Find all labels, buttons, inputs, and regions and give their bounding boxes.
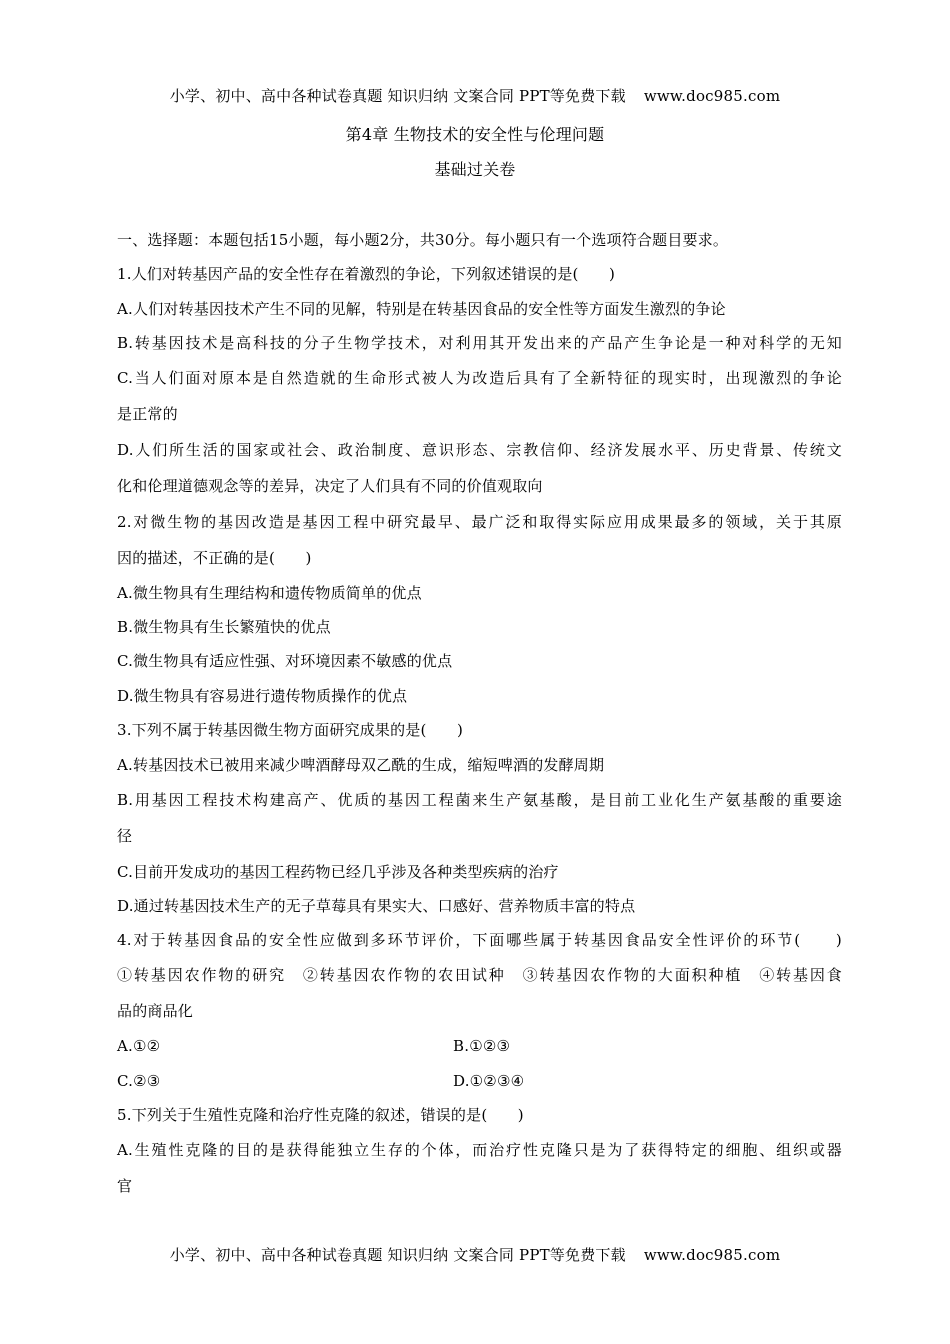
header-text: 小学、初中、高中各种试卷真题 知识归纳 文案合同 PPT等免费下载 — [169, 87, 626, 105]
footer-url-link[interactable]: www.doc985.com — [643, 1246, 781, 1264]
question-3-option-b-line2: 径 — [117, 827, 133, 845]
question-3-option-b-line1: B.用基因工程技术构建高产、优质的基因工程菌来生产氨基酸，是目前工业化生产氨基酸的重要途 — [117, 791, 842, 809]
question-4-option-d: D.①②③④ — [453, 1072, 525, 1090]
page-footer — [0, 1245, 950, 1265]
question-1-option-b: B.转基因技术是高科技的分子生物学技术，对利用其开发出来的产品产生争论是一种对科学的无知 — [117, 334, 842, 352]
section-instructions: 一、选择题：本题包括15小题，每小题2分，共30分。每小题只有一个选项符合题目要求。 — [117, 231, 729, 249]
paper-subtitle: 基础过关卷 — [434, 160, 516, 179]
question-1-option-a: A.人们对转基因技术产生不同的见解，特别是在转基因食品的安全性等方面发生激烈的争论 — [117, 300, 726, 318]
question-5-option-a-line2: 官 — [117, 1177, 133, 1195]
question-4-option-c: C.②③ — [117, 1072, 161, 1090]
question-4-stem-line2: ①转基因农作物的研究 ②转基因农作物的农田试种 ③转基因农作物的大面积种植 ④转基因食 — [117, 966, 842, 984]
question-1-option-d-line2: 化和伦理道德观念等的差异，决定了人们具有不同的价值观取向 — [117, 477, 543, 495]
question-4-stem-line1: 4.对于转基因食品的安全性应做到多环节评价，下面哪些属于转基因食品安全性评价的环节( ) — [117, 931, 842, 949]
question-4-option-a: A.①② — [117, 1037, 161, 1055]
question-3-option-d: D.通过转基因技术生产的无子草莓具有果实大、口感好、营养物质丰富的特点 — [117, 897, 636, 915]
question-3-stem: 3.下列不属于转基因微生物方面研究成果的是( ) — [117, 721, 464, 739]
question-1-option-d-line1: D.人们所生活的国家或社会、政治制度、意识形态、宗教信仰、经济发展水平、历史背景、传统文 — [117, 441, 842, 459]
question-1-stem: 1.人们对转基因产品的安全性存在着激烈的争论，下列叙述错误的是( ) — [117, 265, 616, 283]
question-5-option-a-line1: A.生殖性克隆的目的是获得能独立生存的个体，而治疗性克隆只是为了获得特定的细胞、组织或器 — [117, 1141, 842, 1159]
question-2-option-d: D.微生物具有容易进行遗传物质操作的优点 — [117, 687, 408, 705]
question-2-stem-line1: 2.对微生物的基因改造是基因工程中研究最早、最广泛和取得实际应用成果最多的领域，关于其原 — [117, 513, 842, 531]
question-2-option-c: C.微生物具有适应性强、对环境因素不敏感的优点 — [117, 652, 453, 670]
question-3-option-c: C.目前开发成功的基因工程药物已经几乎涉及各种类型疾病的治疗 — [117, 863, 559, 881]
question-2-option-a: A.微生物具有生理结构和遗传物质简单的优点 — [117, 584, 422, 602]
question-2-stem-line2: 因的描述，不正确的是( ) — [117, 549, 312, 567]
footer-text: 小学、初中、高中各种试卷真题 知识归纳 文案合同 PPT等免费下载 — [169, 1246, 626, 1264]
page-header — [0, 86, 950, 106]
question-1-option-c-line1: C.当人们面对原本是自然造就的生命形式被人为改造后具有了全新特征的现实时，出现激烈的争论 — [117, 369, 842, 387]
header-url-link[interactable]: www.doc985.com — [643, 87, 781, 105]
question-5-stem: 5.下列关于生殖性克隆和治疗性克隆的叙述，错误的是( ) — [117, 1106, 524, 1124]
question-4-option-b: B.①②③ — [453, 1037, 511, 1055]
chapter-title: 第4章 生物技术的安全性与伦理问题 — [345, 125, 605, 144]
question-2-option-b: B.微生物具有生长繁殖快的优点 — [117, 618, 331, 636]
question-1-option-c-line2: 是正常的 — [117, 405, 178, 423]
question-4-stem-line3: 品的商品化 — [117, 1002, 194, 1020]
question-3-option-a: A.转基因技术已被用来减少啤酒酵母双乙酰的生成，缩短啤酒的发酵周期 — [117, 756, 605, 774]
